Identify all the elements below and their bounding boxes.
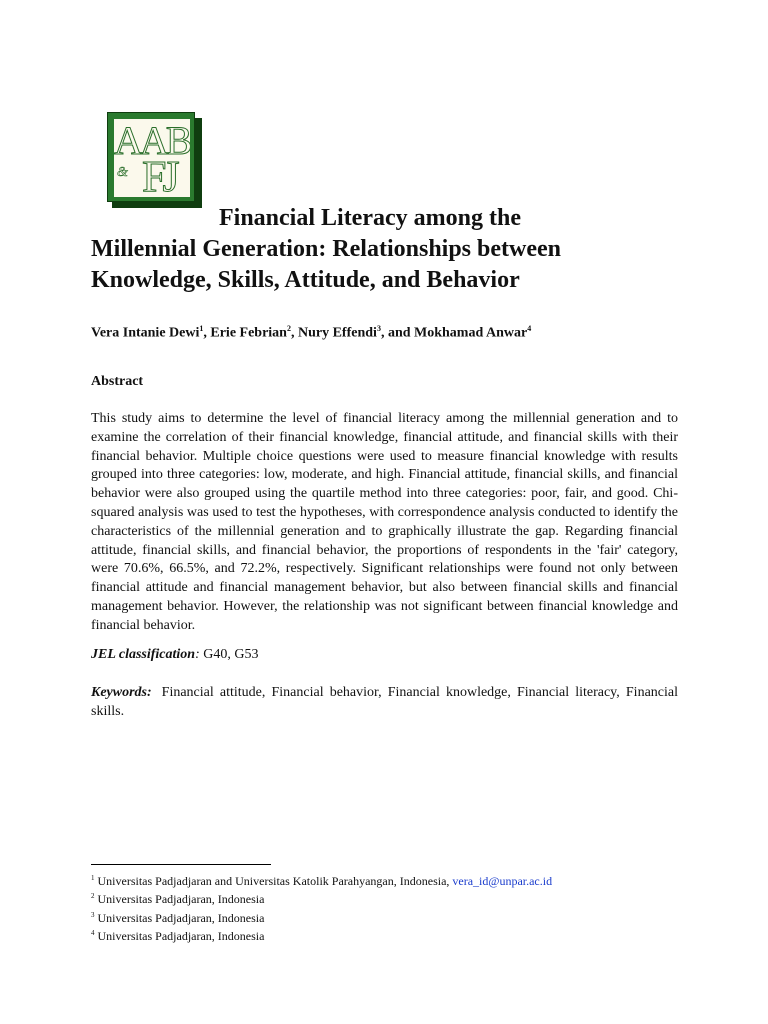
author-affiliation-mark: 4 (527, 324, 532, 333)
jel-colon: : (195, 647, 200, 662)
jel-classification (91, 647, 259, 663)
author-separator: , and (380, 325, 415, 341)
email-link[interactable]: vera_id@unpar.ac.id (452, 874, 553, 888)
footnote-text: Universitas Padjadjaran, Indonesia (94, 910, 265, 925)
logo-ampersand: & (117, 165, 128, 180)
logo-letters-bottom: FJ (142, 152, 176, 197)
author-separator: , (290, 325, 298, 341)
author-list (91, 324, 531, 342)
author-affiliation-mark: 1 (199, 324, 204, 333)
author-name: Erie Febrian (210, 325, 287, 341)
footnote-divider (91, 864, 271, 865)
footnote-2 (91, 889, 552, 907)
footnote-1 (91, 871, 552, 889)
title-line-1: Financial Literacy among the (219, 205, 521, 231)
footnote-text: Universitas Padjadjaran and Universitas Katolik Parahyangan, Indonesia, (94, 874, 453, 888)
footnote-text: Universitas Padjadjaran, Indonesia (94, 928, 265, 943)
jel-label: JEL classification (91, 647, 196, 662)
keywords (91, 684, 678, 722)
author-name: Mokhamad Anwar (414, 325, 528, 341)
keywords-list: Financial attitude, Financial behavior, Financial knowledge, Financial literacy, Financial skills. (91, 685, 678, 719)
paper-title (91, 203, 691, 296)
logo-frame (107, 112, 195, 202)
author-name: Nury Effendi (297, 325, 377, 341)
author-affiliation-mark: 3 (376, 324, 381, 333)
logo-letters-top: AAB (114, 119, 190, 163)
footnote-text: Universitas Padjadjaran, Indonesia (94, 892, 265, 907)
keywords-label: Keywords: (91, 685, 152, 700)
footnotes (91, 871, 552, 944)
jel-codes: G40, G53 (199, 647, 259, 662)
logo-inner (114, 119, 190, 197)
author-name: Vera Intanie Dewi (91, 325, 200, 341)
title-line-2: Millennial Generation: Relationships between (91, 236, 561, 262)
title-line-3: Knowledge, Skills, Attitude, and Behavior (91, 267, 520, 293)
footnote-number: 3 (91, 910, 95, 919)
abstract-body: This study aims to determine the level of financial literacy among the millennial generation and to examine the correlation of their financial knowledge, financial attitude, and financial skills with their financial behavior. Multiple choice questions were used to measure financial knowledge with results grouped into three categories: low, moderate, and high. Financial attitude, financial skills, and financial behavior were also grouped using the quartile method into three categories: poor, fair, and good. Chi-squared analysis was used to test the hypotheses, with correspondence analysis conducted to identify the characteristics of the millennial generation and to graphically illustrate the gap. Regarding financial attitude, financial skills, and financial behavior, the proportions of respondents in the 'fair' category, were 70.6%, 66.5%, and 72.2%, respectively. Significant relationships were found not only between financial attitude and financial management behavior, but also between financial skills and financial management behavior. However, the relationship was not significant between financial knowledge and financial behavior. (91, 411, 678, 633)
footnote-number: 1 (91, 874, 95, 882)
author-separator: , (203, 325, 211, 341)
author-affiliation-mark: 2 (286, 324, 291, 333)
journal-logo (107, 112, 203, 210)
footnote-4 (91, 926, 552, 944)
abstract-heading: Abstract (91, 374, 144, 389)
footnote-number: 2 (91, 892, 95, 901)
footnote-number: 4 (91, 928, 95, 937)
footnote-3 (91, 908, 552, 926)
